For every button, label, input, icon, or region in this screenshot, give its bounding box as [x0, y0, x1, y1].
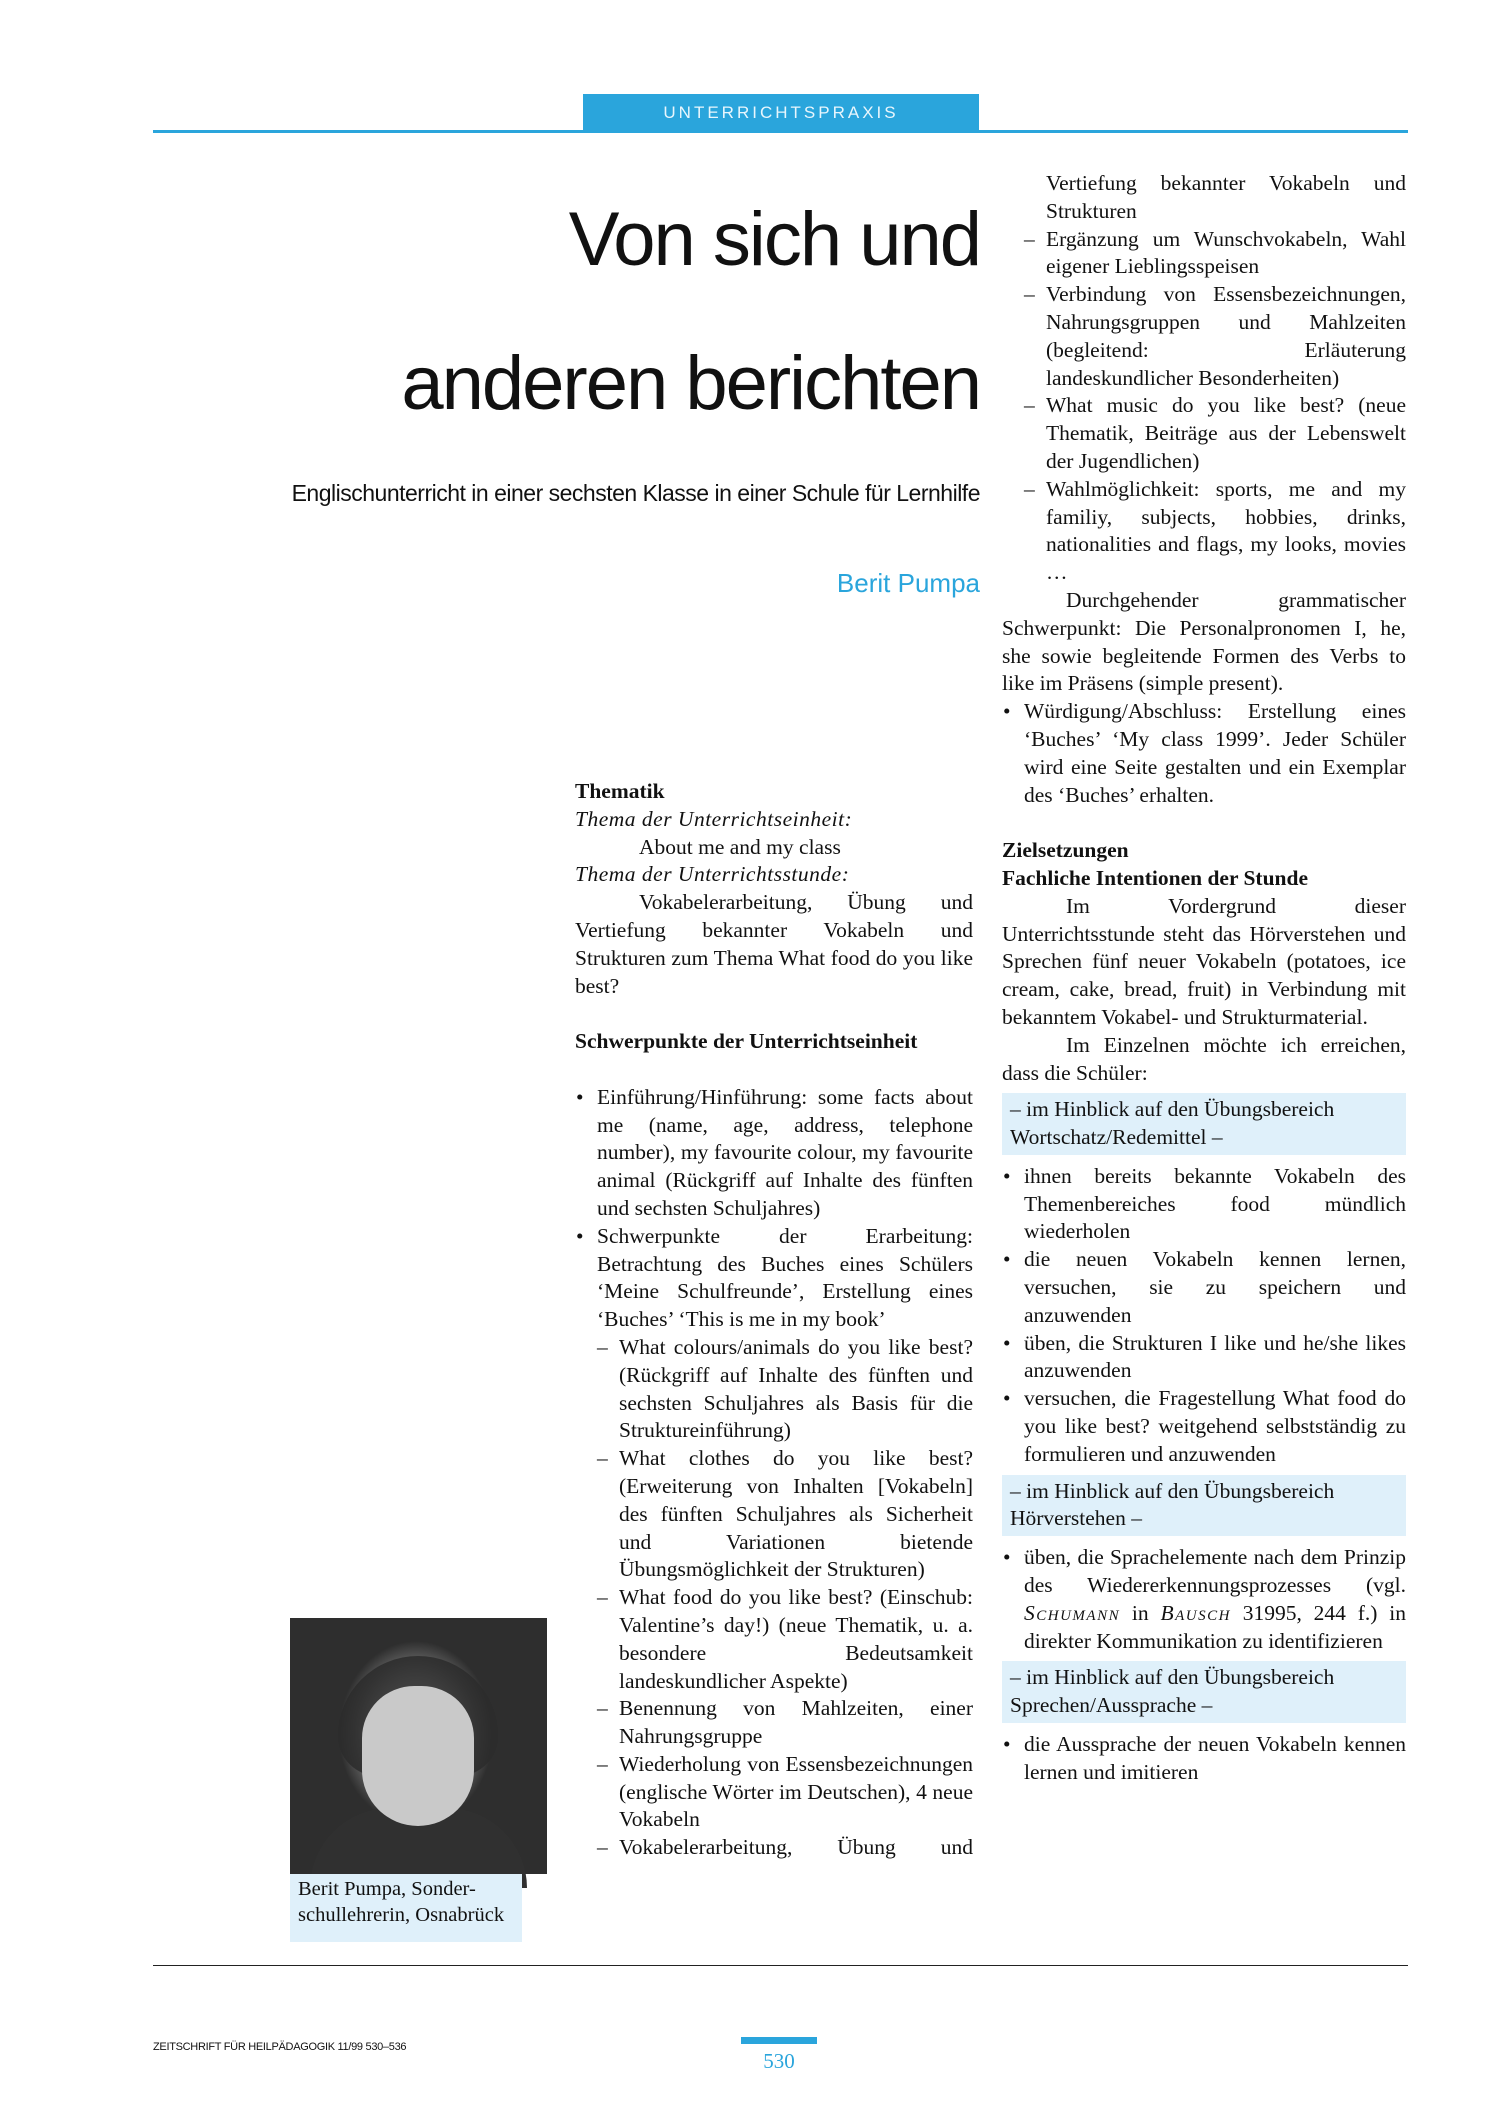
- intro-paragraph: Im Vordergrund dieser Unterrichtsstunde steht das Hörverstehen und Sprechen fünf neuer Vokabeln (potatoes, ice cream, cake, bread, fruit) in Verbindung mit bekanntem Vokabel- und Strukturmaterial.: [1002, 893, 1406, 1029]
- list-item: – What colours/animals do you like best? (Rückgriff auf Inhalte des fünften und sechsten Schuljahres als Basis für die Struktureinführung): [597, 1334, 973, 1445]
- column-right: [1002, 170, 1406, 1787]
- list-item: – Verbindung von Essensbezeichnungen, Nahrungsgruppen und Mahlzeiten (begleitend: Erläuterung landeskundlicher Besonderheiten): [1024, 281, 1406, 392]
- list-item: • Würdigung/Abschluss: Erstellung eines ‘Buches’ ‘My class 1999’. Jeder Schüler wird eine Seite gestalten und ein Exemplar des ‘Buches’ erhalten.: [1002, 698, 1406, 809]
- stunde-value: Vokabelerarbeitung, Übung und Vertiefung bekannter Vokabeln und Strukturen zum Thema What food do you like best?: [575, 890, 973, 998]
- article-title-line1: Von sich und: [568, 197, 980, 282]
- uebungsbereich-box-sprechen: – im Hinblick auf den Übungsbereich Sprechen/Aussprache –: [1002, 1661, 1406, 1723]
- article-subtitle: Englischunterricht in einer sechsten Klasse in einer Schule für Lernhilfe: [291, 480, 980, 506]
- list-item: – Wiederholung von Essensbezeichnungen (englische Wörter im Deutschen), 4 neue Vokabeln: [597, 1751, 973, 1834]
- list-item: – What food do you like best? (Einschub: Valentine’s day!) (neue Thematik, u. a. besondere Bedeutsamkeit landeskundlicher Aspekte): [597, 1584, 973, 1695]
- list-item: – Benennung von Mahlzeiten, einer Nahrungsgruppe: [597, 1695, 973, 1751]
- author-photo: [290, 1618, 547, 1874]
- list-item: • die neuen Vokabeln kennen lernen, versuchen, sie zu speichern und anzuwenden: [1002, 1246, 1406, 1329]
- einheit-value: About me and my class: [639, 834, 841, 859]
- einheit-label: Thema der Unterrichtseinheit:: [575, 806, 853, 831]
- list-item: • Einführung/Hinführung: some facts about me (name, age, address, telephone number), my favourite colour, my favourite animal (Rückgriff auf Inhalte des fünften und sechsten Schuljahres): [575, 1084, 973, 1223]
- section-tab: UNTERRICHTSPRAXIS: [583, 94, 979, 130]
- grammar-paragraph: Durchgehender grammatischer Schwerpunkt: Die Personalpronomen I, he, she sowie begleitende Formen des Verbs to like im Präsens (simple present).: [1002, 587, 1406, 696]
- page-number-bar: [741, 2037, 817, 2044]
- author-citation: Schumann: [1024, 1600, 1121, 1625]
- list-item: • üben, die Strukturen I like und he/she likes anzuwenden: [1002, 1330, 1406, 1386]
- uebungsbereich-box-wortschatz: – im Hinblick auf den Übungsbereich Wortschatz/Redemittel –: [1002, 1093, 1406, 1155]
- list-item: – Wahlmöglichkeit: sports, me and my familiy, subjects, hobbies, drinks, nationalities and flags, my looks, movies …: [1024, 476, 1406, 587]
- schwerpunkte-heading: Schwerpunkte der Unterrichtseinheit: [575, 1029, 918, 1054]
- page-number: 530: [763, 2049, 795, 2073]
- article-author: Berit Pumpa: [836, 568, 980, 598]
- uebungsbereich-box-hoerverstehen: – im Hinblick auf den Übungsbereich Hörverstehen –: [1002, 1475, 1406, 1537]
- article-title-line2: anderen berichten: [401, 341, 980, 426]
- list-item: • üben, die Sprachelemente nach dem Prinzip des Wiedererkennungsprozesses (vgl. Schumann in Bausch 31995, 244 f.) in direkter Kommunikation zu identifizieren: [1002, 1544, 1406, 1655]
- list-item: – What music do you like best? (neue Thematik, Beiträge aus der Lebenswelt der Jugendlichen): [1024, 392, 1406, 475]
- intro2-paragraph: Im Einzelnen möchte ich erreichen, dass die Schüler:: [1002, 1032, 1406, 1085]
- column-left: [575, 778, 973, 1862]
- list-item: – What clothes do you like best? (Erweiterung von Inhalten [Vokabeln] des fünften Schuljahres als Sicherheit und Variationen bietende Übungsmöglichkeit der Strukturen): [597, 1445, 973, 1584]
- stunde-label: Thema der Unterrichtsstunde:: [575, 862, 850, 887]
- list-item-continued: Vertiefung bekannter Vokabeln und Strukturen: [1046, 171, 1406, 223]
- list-item: • die Aussprache der neuen Vokabeln kennen lernen und imitieren: [1002, 1731, 1406, 1787]
- thematik-heading: Thematik: [575, 779, 665, 803]
- photo-caption: Berit Pumpa, Sonder- schullehrerin, Osnabrück: [290, 1874, 522, 1942]
- list-item: • ihnen bereits bekannte Vokabeln des Themenbereiches food mündlich wiederholen: [1002, 1163, 1406, 1246]
- zielsetzungen-heading: Zielsetzungen: [1002, 838, 1129, 863]
- list-item: • versuchen, die Fragestellung What food do you like best? weitgehend selbstständig zu formulieren und anzuwenden: [1002, 1385, 1406, 1468]
- header-rule: [153, 130, 1408, 133]
- list-item: – Ergänzung um Wunschvokabeln, Wahl eigener Lieblingsspeisen: [1024, 226, 1406, 282]
- journal-reference: ZEITSCHRIFT FÜR HEILPÄDAGOGIK 11/99 530–536: [153, 2041, 407, 2053]
- fachliche-heading: Fachliche Intentionen der Stunde: [1002, 865, 1309, 890]
- list-item: • Schwerpunkte der Erarbeitung: Betrachtung des Buches eines Schülers ‘Meine Schulfreunde’, Erstellung eines ‘Buches’ ‘This is me in my book’: [575, 1223, 973, 1334]
- footer-rule: [153, 1965, 1408, 1966]
- list-item: – Vokabelerarbeitung, Übung und: [597, 1834, 973, 1862]
- author-citation: Bausch: [1160, 1600, 1231, 1625]
